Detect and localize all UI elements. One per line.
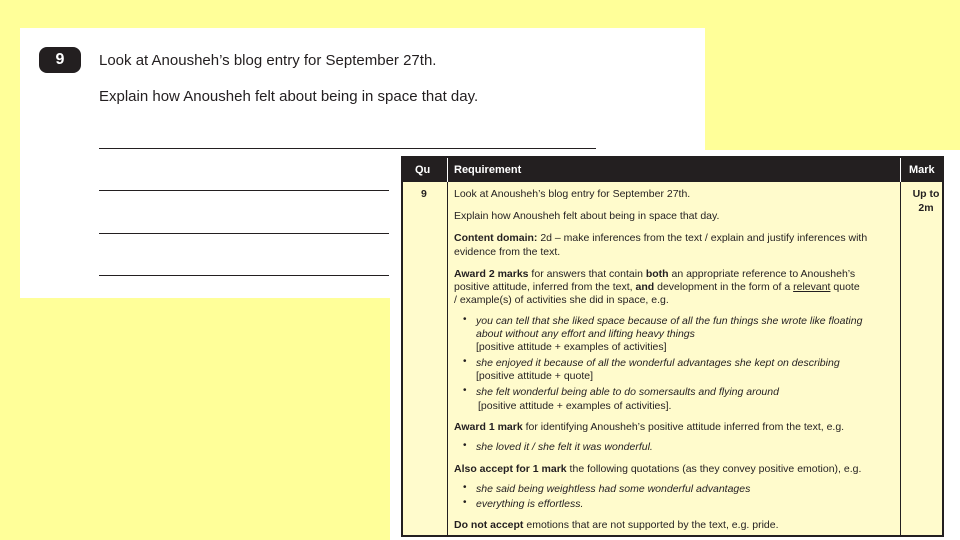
award-2-bullet-3-line-1: she felt wonderful being able to do somersaults and flying around	[476, 386, 779, 398]
header-qu: Qu	[415, 164, 431, 176]
also-accept-label-2: 1 mark	[532, 463, 567, 475]
award-1-label: Award 1 mark	[454, 421, 523, 433]
award-2-relevant: relevant	[793, 281, 831, 293]
header-requirement: Requirement	[454, 164, 522, 176]
header-divider	[447, 158, 448, 182]
award-2-and: and	[635, 281, 655, 293]
award-2-line-1	[454, 268, 855, 282]
bullet-icon: •	[463, 356, 467, 367]
content-domain	[454, 232, 867, 246]
also-accept-bullet-1: she said being weightless had some wonderful advantages	[476, 483, 751, 495]
award-2-text-b: an appropriate reference to Anousheh’s	[668, 268, 856, 280]
answer-line-2[interactable]	[99, 190, 389, 191]
header-mark: Mark	[909, 164, 935, 176]
award-2-bullet-2-note: [positive attitude + quote]	[476, 370, 594, 382]
content-domain-label: Content domain:	[454, 232, 538, 244]
content-domain-text: 2d – make inferences from the text / explain and justify inferences with	[537, 232, 868, 244]
do-not-accept-label: Do not accept	[454, 519, 524, 531]
also-accept-label-1: Also accept for	[454, 463, 533, 475]
award-2-bullet-1-line-1: you can tell that she liked space because of all the fun things she wrote like floating	[476, 315, 863, 327]
award-2-bullet-2-line-1: she enjoyed it because of all the wonderful advantages she kept on describing	[476, 357, 840, 369]
question-prompt: Look at Anousheh’s blog entry for September 27th.	[99, 52, 437, 69]
award-2-line2-b: development in the form of a	[654, 281, 794, 293]
award-1-text: for identifying Anousheh’s positive attitude inferred from the text, e.g.	[522, 421, 845, 433]
mark-value-line2: 2m	[918, 202, 934, 214]
award-2-line2-c: quote	[830, 281, 860, 293]
header-divider	[900, 158, 901, 182]
bullet-icon: •	[463, 482, 467, 493]
qu-value: 9	[421, 188, 427, 200]
requirement-prompt: Look at Anousheh’s blog entry for September 27th.	[454, 188, 691, 200]
mark-value-line1: Up to	[912, 188, 940, 200]
question-number: 9	[39, 47, 81, 73]
award-2-both: both	[645, 268, 669, 280]
bullet-icon: •	[463, 385, 467, 396]
award-2-line-3: / example(s) of activities she did in space, e.g.	[454, 294, 669, 306]
content-domain-text-2: evidence from the text.	[454, 246, 561, 258]
award-2-line2-a: positive attitude, inferred from the text,	[454, 281, 636, 293]
column-divider	[447, 158, 448, 535]
award-2-bullet-3-note: [positive attitude + examples of activities].	[478, 400, 672, 412]
award-2-bullet-1-line-2: about without any effort and lifting heavy things	[476, 328, 695, 340]
question-instruction: Explain how Anousheh felt about being in space that day.	[99, 88, 479, 105]
mark-scheme-card	[390, 150, 960, 540]
also-accept-text: the following quotations (as they convey positive emotion), e.g.	[566, 463, 862, 475]
do-not-accept-text: emotions that are not supported by the text, e.g. pride.	[523, 519, 779, 531]
mark-scheme-table	[401, 156, 944, 537]
award-1-line	[454, 421, 844, 435]
bullet-icon: •	[463, 314, 467, 325]
bullet-icon: •	[463, 440, 467, 451]
do-not-accept-line	[454, 519, 779, 533]
requirement-instruction: Explain how Anousheh felt about being in space that day.	[454, 210, 720, 222]
column-divider	[900, 158, 901, 535]
table-header	[403, 158, 942, 182]
award-2-label: Award 2 marks	[454, 268, 529, 280]
award-2-text-a: for answers that contain	[528, 268, 646, 280]
also-accept-bullet-2: everything is effortless.	[476, 498, 584, 510]
answer-line-3[interactable]	[99, 233, 389, 234]
answer-line-4[interactable]	[99, 275, 389, 276]
award-1-bullet: she loved it / she felt it was wonderful.	[476, 441, 653, 453]
answer-line-1[interactable]	[99, 148, 596, 149]
also-accept-line	[454, 463, 861, 477]
award-2-line-2	[454, 281, 860, 295]
bullet-icon: •	[463, 497, 467, 508]
award-2-bullet-1-note: [positive attitude + examples of activities]	[476, 341, 667, 353]
